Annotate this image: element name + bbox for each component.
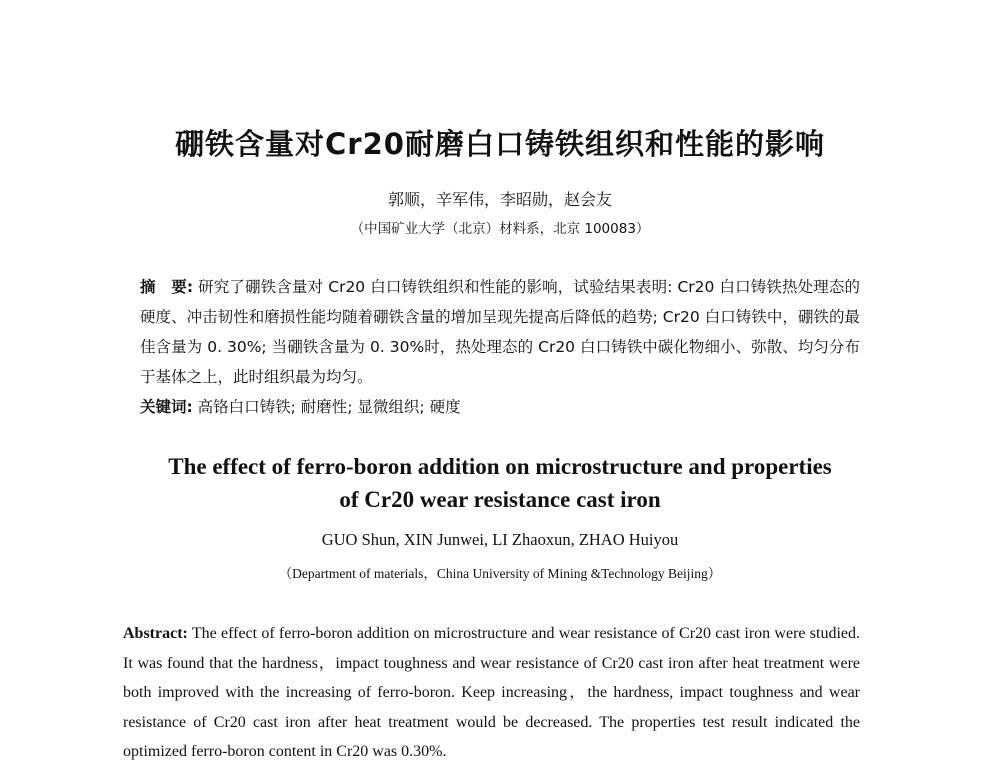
english-title-line-2: of Cr20 wear resistance cast iron: [339, 487, 661, 512]
chinese-keywords: [140, 392, 860, 422]
chinese-abstract: [140, 272, 860, 392]
english-abstract-text: The effect of ferro-boron addition on microstructure and wear resistance of Cr20 cast iron were studied. It was found that the hardness，impact toughness and wear resistance of Cr20 cast iron after heat treatment were both improved with the increasing of ferro-boron. Keep increasing，the hardness, impact toughness and wear resistance of Cr20 cast iron after heat treatment would be decreased. The properties test result indicated the optimized ferro-boron content in Cr20 was 0.30%.: [123, 625, 860, 760]
english-authors: GUO Shun, XIN Junwei, LI Zhaoxun, ZHAO Huiyou: [321, 530, 679, 549]
chinese-abstract-label: 摘 要:: [140, 278, 194, 296]
chinese-affiliation: （中国矿业大学（北京）材料系，北京 100083）: [350, 221, 650, 237]
chinese-keywords-label: 关键词:: [140, 398, 193, 416]
chinese-authors: 郭顺，辛军伟，李昭勋，赵会友: [387, 190, 612, 209]
chinese-abstract-text: 研究了硼铁含量对 Cr20 白口铸铁组织和性能的影响，试验结果表明: Cr20 白口铸铁热处理态的硬度、冲击韧性和磨损性能均随着硼铁含量的增加呈现先提高后降低的趋势; Cr20 白口铸铁中，硼铁的最佳含量为 0. 30%; 当硼铁含量为 0. 30%时，热处理态的 Cr20 白口铸铁中碳化物细小、弥散、均匀分布于基体之上，此时组织最为均匀。: [140, 278, 860, 386]
chinese-keywords-text: 高铬白口铸铁; 耐磨性; 显微组织; 硬度: [192, 398, 461, 416]
english-title: [100, 450, 900, 516]
english-abstract: [123, 619, 860, 767]
english-title-line-1: The effect of ferro-boron addition on microstructure and properties: [168, 454, 832, 479]
chinese-title: 硼铁含量对Cr20耐磨白口铸铁组织和性能的影响: [175, 127, 825, 161]
english-affiliation: （Department of materials，China University of Mining &Technology Beijing）: [278, 566, 722, 581]
english-abstract-label: Abstract:: [123, 625, 188, 642]
